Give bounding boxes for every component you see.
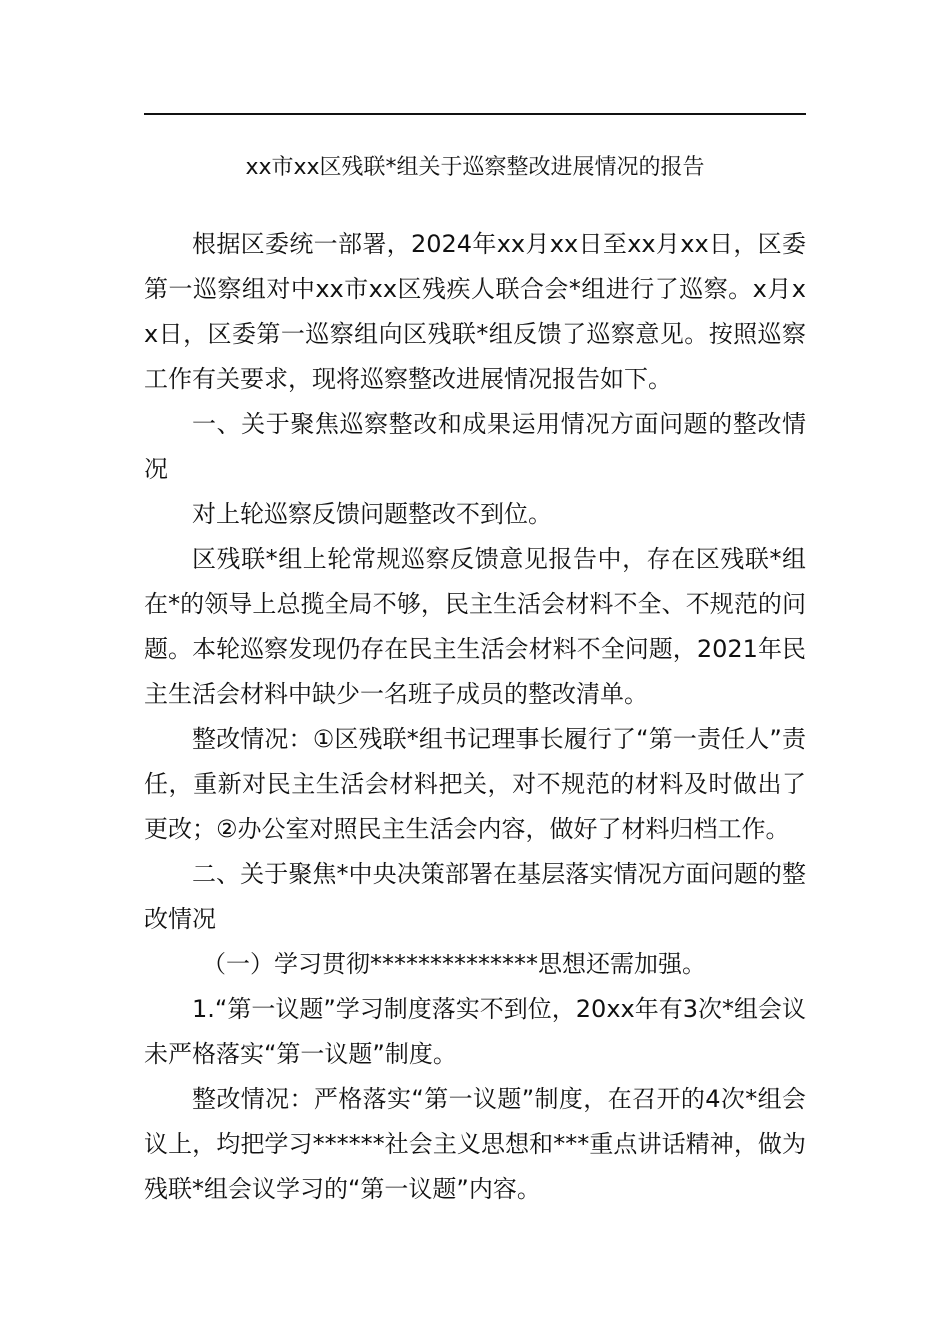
paragraph-issue-2: 1.“第一议题”学习制度落实不到位，20xx年有3次*组会议未严格落实“第一议题”制度。 (144, 995, 806, 1068)
section-heading-2: 二、关于聚焦*中央决策部署在基层落实情况方面问题的整改情况 (144, 860, 806, 933)
document-title: xx市xx区残联*组关于巡察整改进展情况的报告 (245, 155, 705, 180)
paragraph-intro: 根据区委统一部署，2024年xx月xx日至xx月xx日，区委第一巡察组对中xx市xx区残疾人联合会*组进行了巡察。x月xx日，区委第一巡察组向区残联*组反馈了巡察意见。按照巡察工作有关要求，现将巡察整改进展情况报告如下。 (144, 230, 806, 393)
document-body (144, 222, 806, 1212)
paragraph-rectification-1: 整改情况：①区残联*组书记理事长履行了“第一责任人”责任，重新对民主生活会材料把关，对不规范的材料及时做出了更改；②办公室对照民主生活会内容，做好了材料归档工作。 (144, 725, 806, 843)
paragraph-rectification-2: 整改情况：严格落实“第一议题”制度，在召开的4次*组会议上，均把学习******社会主义思想和***重点讲话精神，做为残联*组会议学习的“第一议题”内容。 (144, 1085, 806, 1203)
section-heading-1: 一、关于聚焦巡察整改和成果运用情况方面问题的整改情况 (144, 410, 806, 483)
subsection-heading-1: （一）学习贯彻**************思想还需加强。 (202, 950, 706, 978)
header-rule (144, 113, 806, 115)
paragraph-issue-1: 对上轮巡察反馈问题整改不到位。 (192, 500, 552, 528)
paragraph-issue-1-detail: 区残联*组上轮常规巡察反馈意见报告中，存在区残联*组在*的领导上总揽全局不够，民主生活会材料不全、不规范的问题。本轮巡察发现仍存在民主生活会材料不全问题，2021年民主生活会材料中缺少一名班子成员的整改清单。 (144, 545, 806, 708)
